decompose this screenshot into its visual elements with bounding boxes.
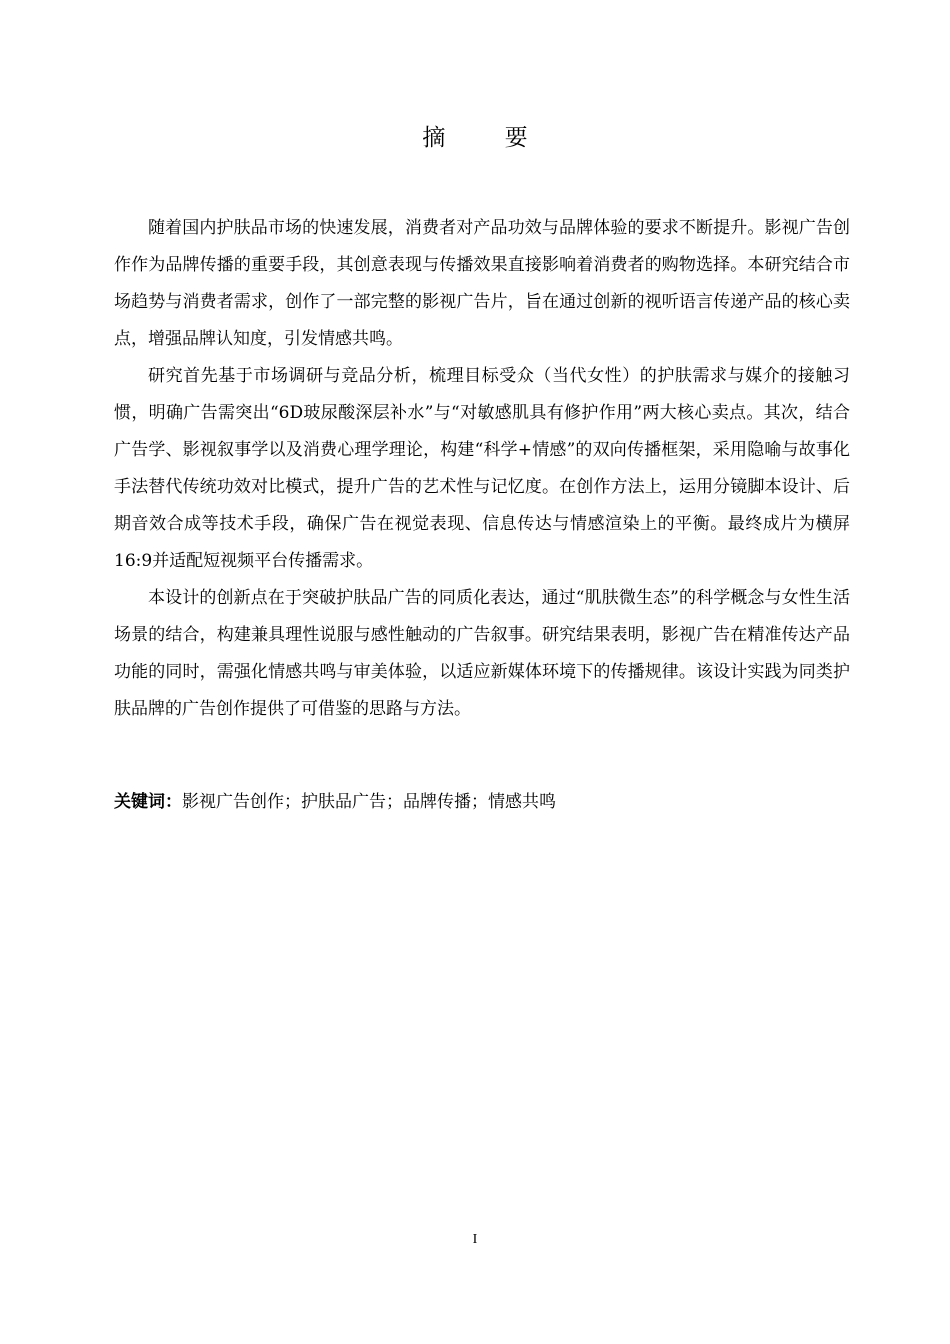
abstract-paragraph-2: 研究首先基于市场调研与竞品分析，梳理目标受众（当代女性）的护肤需求与媒介的接触习惯，明确广告需突出“6D玻尿酸深层补水”与“对敏感肌具有修护作用”两大核心卖点。其次，结合广告学、影视叙事学以及消费心理学理论，构建“科学+情感”的双向传播框架，采用隐喻与故事化手法替代传统功效对比模式，提升广告的艺术性与记忆度。在创作方法上，运用分镜脚本设计、后期音效合成等技术手段，确保广告在视觉表现、信息传达与情感渲染上的平衡。最终成片为横屏16:9并适配短视频平台传播需求。 xyxy=(114,366,850,571)
keywords-line xyxy=(114,784,850,821)
abstract-paragraph-3: 本设计的创新点在于突破护肤品广告的同质化表达，通过“肌肤微生态”的科学概念与女性生活场景的结合，构建兼具理性说服与感性触动的广告叙事。研究结果表明，影视广告在精准传达产品功能的同时，需强化情感共鸣与审美体验，以适应新媒体环境下的传播规律。该设计实践为同类护肤品牌的广告创作提供了可借鉴的思路与方法。 xyxy=(114,588,850,719)
page-number: I xyxy=(472,1232,478,1247)
keywords-label: 关键词： xyxy=(114,792,182,812)
abstract-paragraph-1: 随着国内护肤品市场的快速发展，消费者对产品功效与品牌体验的要求不断提升。影视广告创作作为品牌传播的重要手段，其创意表现与传播效果直接影响着消费者的购物选择。本研究结合市场趋势与消费者需求，创作了一部完整的影视广告片，旨在通过创新的视听语言传递产品的核心卖点，增强品牌认知度，引发情感共鸣。 xyxy=(114,218,850,349)
abstract-body xyxy=(114,210,850,728)
keywords-text: 影视广告创作；护肤品广告；品牌传播；情感共鸣 xyxy=(182,792,556,812)
abstract-title: 摘 要 xyxy=(422,125,554,151)
